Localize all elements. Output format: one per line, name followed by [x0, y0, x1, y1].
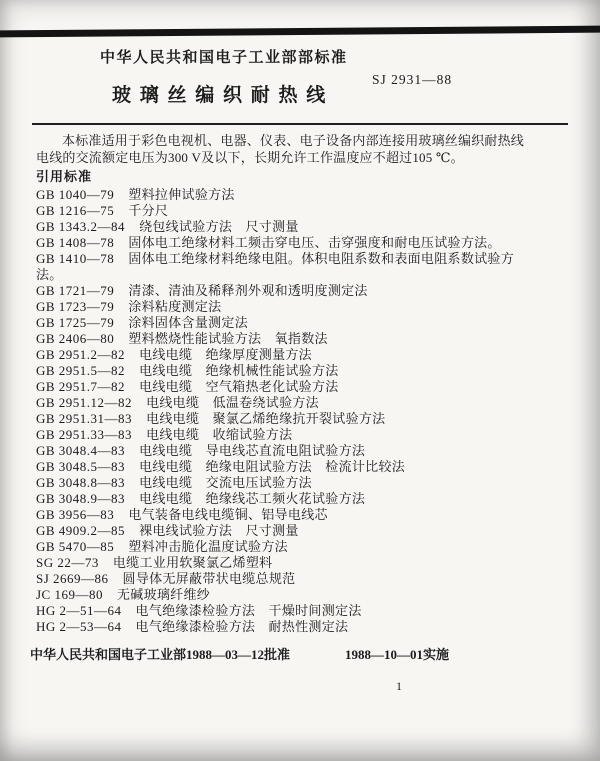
reference-code: SG 22—73	[36, 555, 99, 570]
reference-code: GB 3956—83	[36, 507, 115, 522]
reference-code: GB 2951.33—83	[36, 427, 133, 442]
reference-description: 电线电缆 收缩试验方法	[146, 427, 293, 442]
reference-description: 绕包线试验方法 尺寸测量	[139, 219, 299, 234]
reference-code: GB 1040—79	[36, 187, 115, 202]
reference-item	[36, 587, 532, 603]
reference-code: GB 2951.7—82	[36, 379, 126, 394]
standard-org-heading: 中华人民共和国电子工业部部标准	[100, 50, 348, 66]
reference-item	[36, 523, 532, 539]
reference-description: 电线电缆 聚氯乙烯绝缘抗开裂试验方法	[146, 411, 386, 426]
document-body	[36, 132, 532, 635]
reference-code: GB 1723—79	[36, 299, 115, 314]
reference-item	[36, 443, 532, 459]
reference-description: 裸电线试验方法 尺寸测量	[139, 523, 299, 538]
reference-item	[36, 459, 532, 475]
reference-description: 电气绝缘漆检验方法 干燥时间测定法	[135, 603, 362, 618]
reference-code: GB 3048.9—83	[36, 491, 126, 506]
reference-code: GB 5470—85	[36, 539, 115, 554]
reference-item	[36, 427, 532, 443]
reference-item	[36, 491, 532, 507]
reference-code: GB 2951.31—83	[36, 411, 133, 426]
references-section-heading: 引用标准	[36, 169, 93, 184]
reference-item	[36, 347, 532, 363]
reference-item	[36, 315, 532, 331]
reference-item	[36, 299, 532, 315]
reference-description: 电线电缆 交流电压试验方法	[139, 475, 312, 490]
standard-number: SJ 2931—88	[372, 72, 453, 87]
reference-code: GB 2951.2—82	[36, 347, 126, 362]
reference-description: 无碱玻璃纤维纱	[116, 587, 211, 602]
reference-description: 电线电缆 空气箱热老化试验方法	[139, 379, 339, 394]
reference-item	[36, 251, 532, 283]
reference-code: GB 3048.5—83	[36, 459, 126, 474]
reference-code: GB 2406—80	[36, 331, 115, 346]
reference-item	[36, 507, 532, 523]
reference-item	[36, 411, 532, 427]
reference-item	[36, 219, 532, 235]
reference-description: 电线电缆 导电线芯直流电阻试验方法	[139, 443, 366, 458]
reference-code: GB 1721—79	[36, 283, 115, 298]
reference-code: GB 1216—75	[36, 203, 115, 218]
reference-description: 电线电缆 低温卷绕试验方法	[146, 395, 319, 410]
reference-item	[36, 619, 532, 635]
reference-item	[36, 555, 532, 571]
reference-code: GB 1408—78	[36, 235, 115, 250]
footer-approval-text: 中华人民共和国电子工业部1988—03—12批准	[30, 647, 291, 662]
page-number: 1	[396, 679, 402, 693]
reference-item	[36, 363, 532, 379]
reference-description: 电线电缆 绝缘厚度测量方法	[139, 347, 312, 362]
reference-code: GB 1410—78	[36, 251, 115, 266]
reference-code: HG 2—51—64	[36, 603, 122, 618]
reference-item	[36, 539, 532, 555]
reference-code: GB 4909.2—85	[36, 523, 126, 538]
reference-description: 电线电缆 绝缘线芯工频火花试验方法	[139, 491, 366, 506]
reference-description: 电缆工业用软聚氯乙烯塑料	[112, 555, 273, 570]
reference-code: GB 1343.2—84	[36, 219, 126, 234]
reference-item	[36, 331, 532, 347]
reference-description: 电线电缆 绝缘机械性能试验方法	[139, 363, 339, 378]
reference-description: 电气装备电线电缆铜、铝导电线芯	[128, 507, 328, 522]
reference-description: 固体电工绝缘材料绝缘电阻。体积电阻系数和表面电阻系数试验方法。	[36, 251, 515, 282]
reference-description: 千分尺	[128, 203, 169, 218]
reference-code: GB 3048.8—83	[36, 475, 126, 490]
reference-code: HG 2—53—64	[36, 619, 122, 634]
reference-code: GB 2951.5—82	[36, 363, 126, 378]
reference-description: 固体电工绝缘材料工频击穿电压、击穿强度和耐电压试验方法。	[128, 235, 501, 250]
reference-description: 清漆、清油及稀释剂外观和透明度测定法	[128, 283, 368, 298]
references-list	[36, 187, 532, 635]
reference-item	[36, 283, 532, 299]
reference-item	[36, 603, 532, 619]
reference-item	[36, 475, 532, 491]
reference-item	[36, 187, 532, 203]
reference-item	[36, 203, 532, 219]
reference-code: GB 2951.12—82	[36, 395, 133, 410]
reference-code: GB 3048.4—83	[36, 443, 126, 458]
reference-description: 涂料固体含量测定法	[128, 315, 249, 330]
reference-item	[36, 235, 532, 251]
scan-edge-bar	[0, 26, 600, 38]
header-rule	[32, 123, 568, 125]
document-title: 玻 璃 丝 编 织 耐 热 线	[112, 85, 328, 106]
footer-implementation-text: 1988—10—01实施	[345, 647, 450, 662]
scope-paragraph: 本标准适用于彩色电视机、电器、仪表、电子设备内部连接用玻璃丝编织耐热线电线的交流额定电压为300 V及以下，长期允许工作温度应不超过105 ℃。	[36, 133, 525, 165]
reference-description: 塑料燃烧性能试验方法 氧指数法	[128, 331, 328, 346]
reference-description: 圆导体无屏蔽带状电缆总规范	[122, 571, 296, 586]
reference-description: 涂料粘度测定法	[128, 299, 222, 314]
reference-code: SJ 2669—86	[36, 571, 109, 586]
reference-description: 塑料冲击脆化温度试验方法	[128, 539, 288, 554]
reference-description: 塑料拉伸试验方法	[128, 187, 235, 202]
reference-item	[36, 379, 532, 395]
reference-code: GB 1725—79	[36, 315, 115, 330]
reference-description: 电气绝缘漆检验方法 耐热性测定法	[135, 619, 349, 634]
reference-code: JC 169—80	[36, 587, 103, 602]
reference-item	[36, 571, 532, 587]
reference-item	[36, 395, 532, 411]
reference-description: 电线电缆 绝缘电阻试验方法 检流计比较法	[139, 459, 406, 474]
